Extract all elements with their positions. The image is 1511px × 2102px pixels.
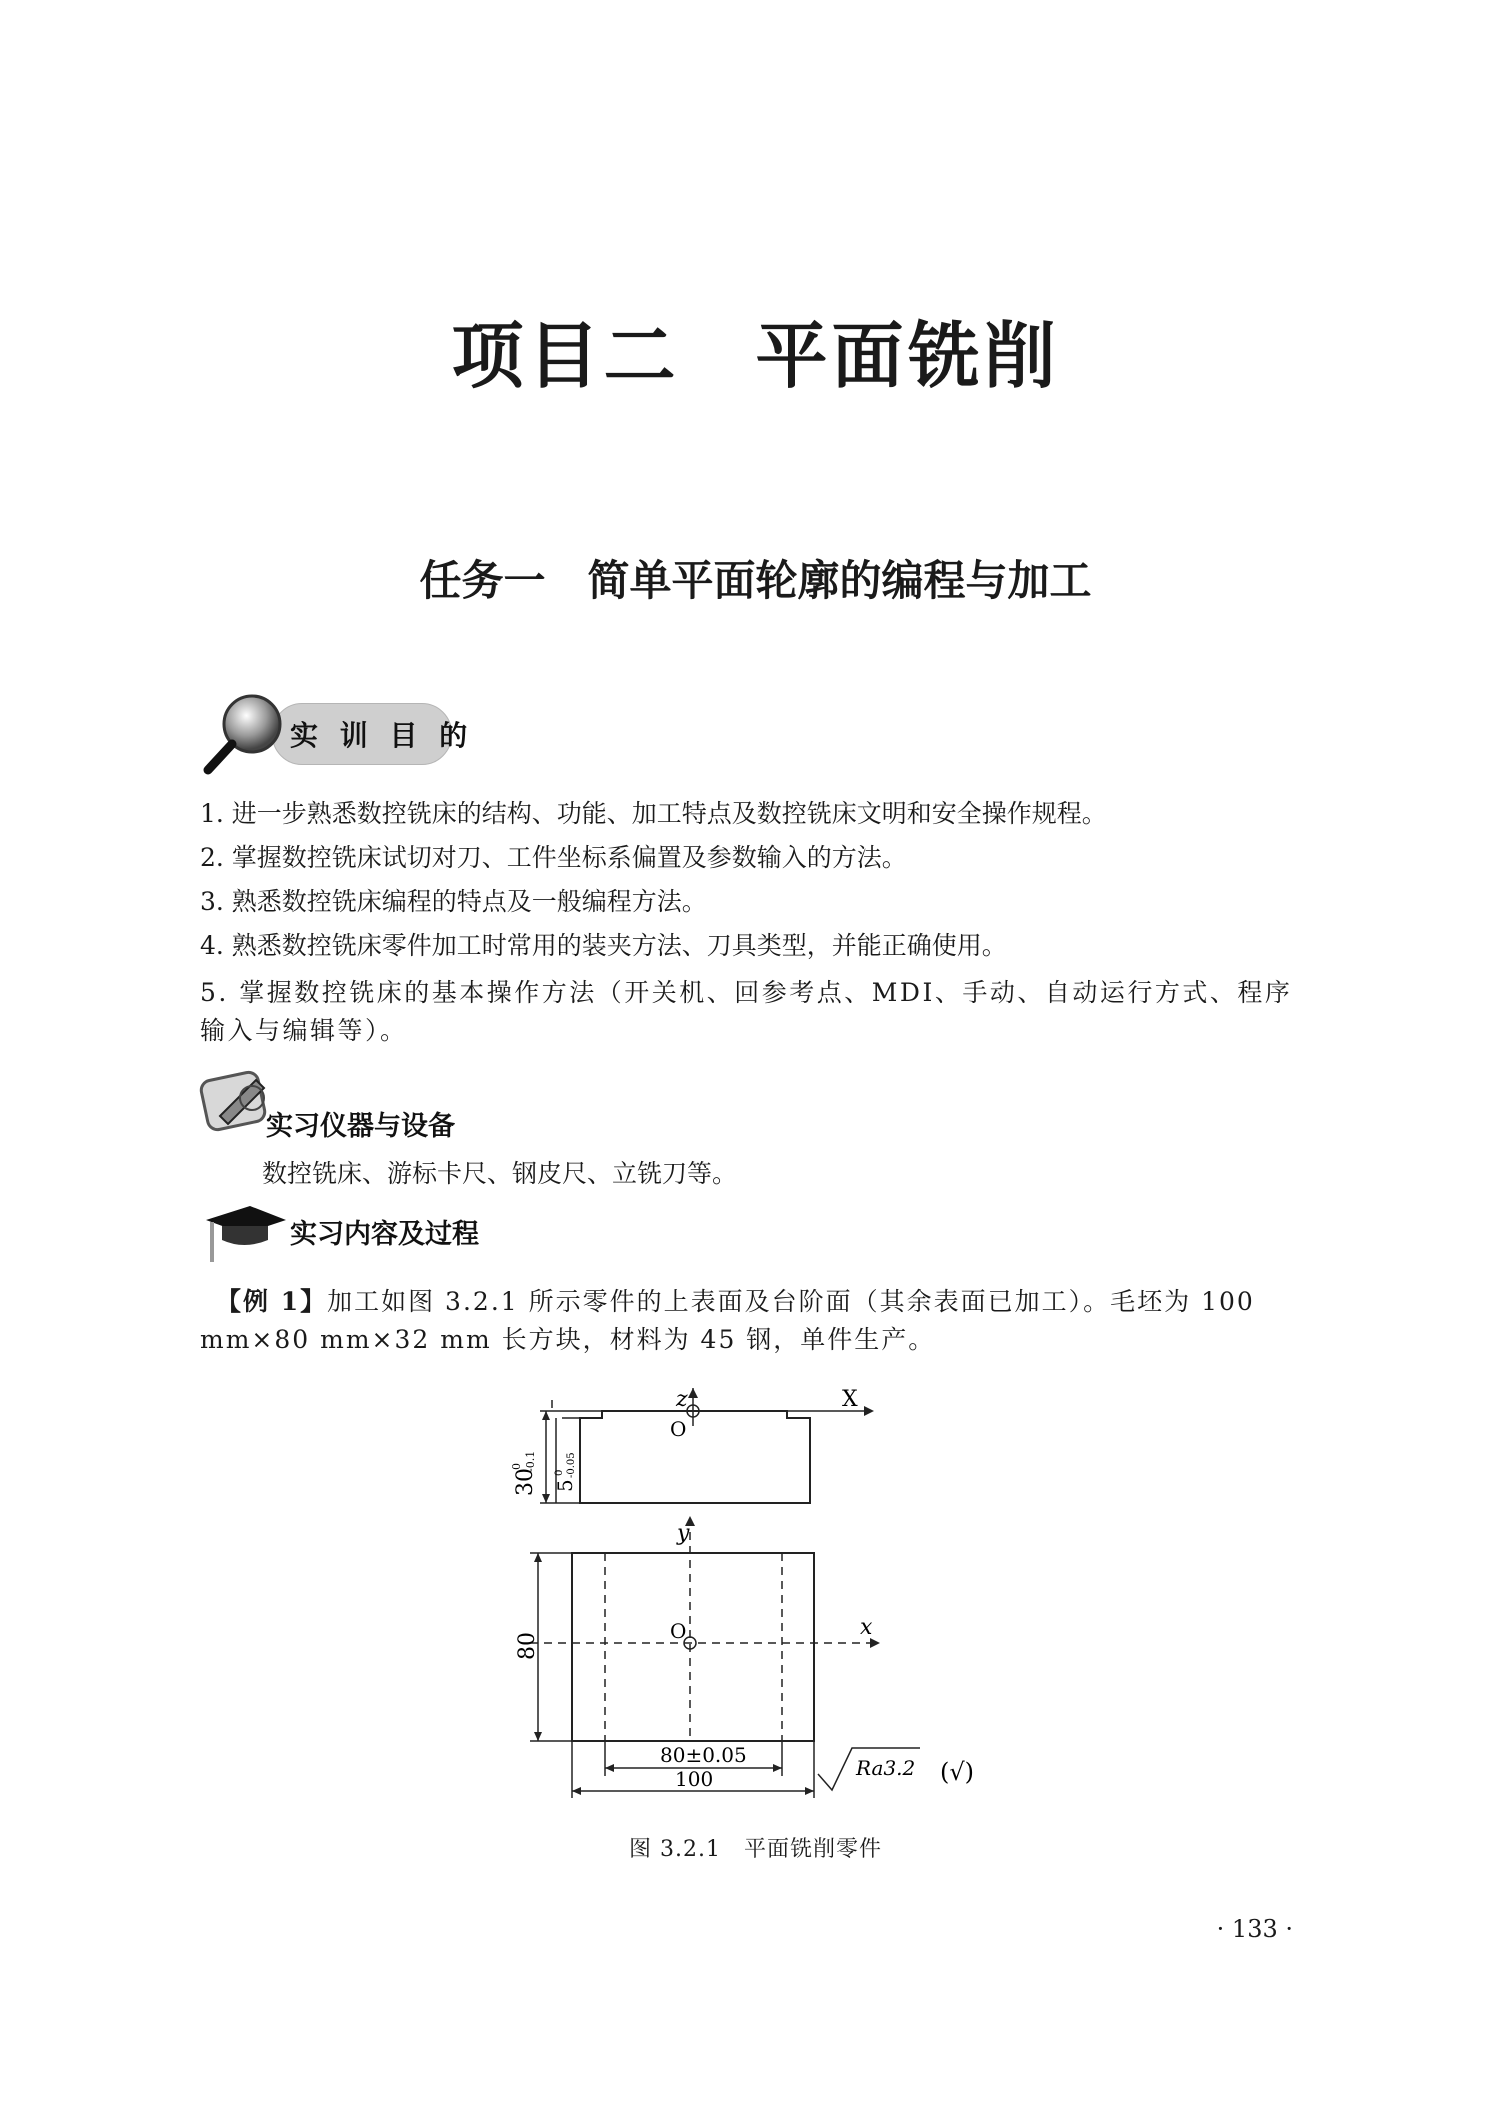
- section-heading-equipment: 实习仪器与设备: [266, 1111, 455, 1142]
- dimension-80-height: 80: [515, 1632, 540, 1660]
- objective-item: 1. 进一步熟悉数控铣床的结构、功能、加工特点及数控铣床文明和安全操作规程。: [200, 799, 1107, 828]
- dimension-100: 100: [675, 1767, 714, 1791]
- dimension-30-upper-tol: 0: [510, 1463, 523, 1470]
- axis-label-X: X: [842, 1388, 858, 1412]
- equipment-text: 数控铣床、游标卡尺、钢皮尺、立铣刀等。: [262, 1159, 738, 1188]
- roughness-note: (√): [940, 1758, 975, 1786]
- side-view-outline: [580, 1411, 810, 1503]
- figure-caption: 图 3.2.1 平面铣削零件: [629, 1837, 882, 1862]
- plan-view-outline: [572, 1553, 814, 1741]
- axis-label-z: z: [676, 1388, 688, 1412]
- dimension-80-tol: 80±0.05: [660, 1743, 747, 1767]
- origin-label-plan: O: [670, 1619, 687, 1643]
- objective-item: 4. 熟悉数控铣床零件加工时常用的装夹方法、刀具类型，并能正确使用。: [200, 931, 1007, 960]
- magnifier-icon: [200, 688, 290, 778]
- axis-label-y: y: [677, 1521, 690, 1546]
- page-number: · 133 ·: [1216, 1915, 1293, 1943]
- example-label: 【例 1】: [216, 1287, 328, 1316]
- dimension-30: 30: [513, 1468, 538, 1496]
- project-title: 项目二 平面铣削: [451, 313, 1060, 398]
- example-text: 加工如图 3.2.1 所示零件的上表面及台阶面（其余表面已加工）。毛坯为 100 mm×80 mm×32 mm 长方块，材料为 45 钢，单件生产。: [200, 1287, 1255, 1354]
- dimension-5: 5: [553, 1479, 577, 1492]
- task-title: 任务一 简单平面轮廓的编程与加工: [419, 556, 1092, 605]
- dimension-30-lower-tol: -0.1: [524, 1450, 537, 1472]
- objective-item: 2. 掌握数控铣床试切对刀、工件坐标系偏置及参数输入的方法。: [200, 843, 907, 872]
- section-heading-content: 实习内容及过程: [290, 1219, 479, 1250]
- section-heading-training-goals: 实 训 目 的: [290, 719, 474, 752]
- roughness-value: Ra3.2: [856, 1756, 916, 1780]
- objective-item: 3. 熟悉数控铣床编程的特点及一般编程方法。: [200, 887, 707, 916]
- example-paragraph: [200, 1283, 1302, 1358]
- origin-label-side: O: [670, 1417, 687, 1441]
- axis-label-x: x: [860, 1615, 873, 1640]
- graduation-cap-icon: [198, 1200, 288, 1270]
- part-drawing: [490, 1388, 1030, 1818]
- objective-item: 5. 掌握数控铣床的基本操作方法（开关机、回参考点、MDI、手动、自动运行方式、程序输入与编辑等）。: [200, 978, 1293, 1045]
- dimension-5-upper-tol: 0: [554, 1469, 565, 1476]
- dimension-5-lower-tol: -0.05: [566, 1452, 577, 1478]
